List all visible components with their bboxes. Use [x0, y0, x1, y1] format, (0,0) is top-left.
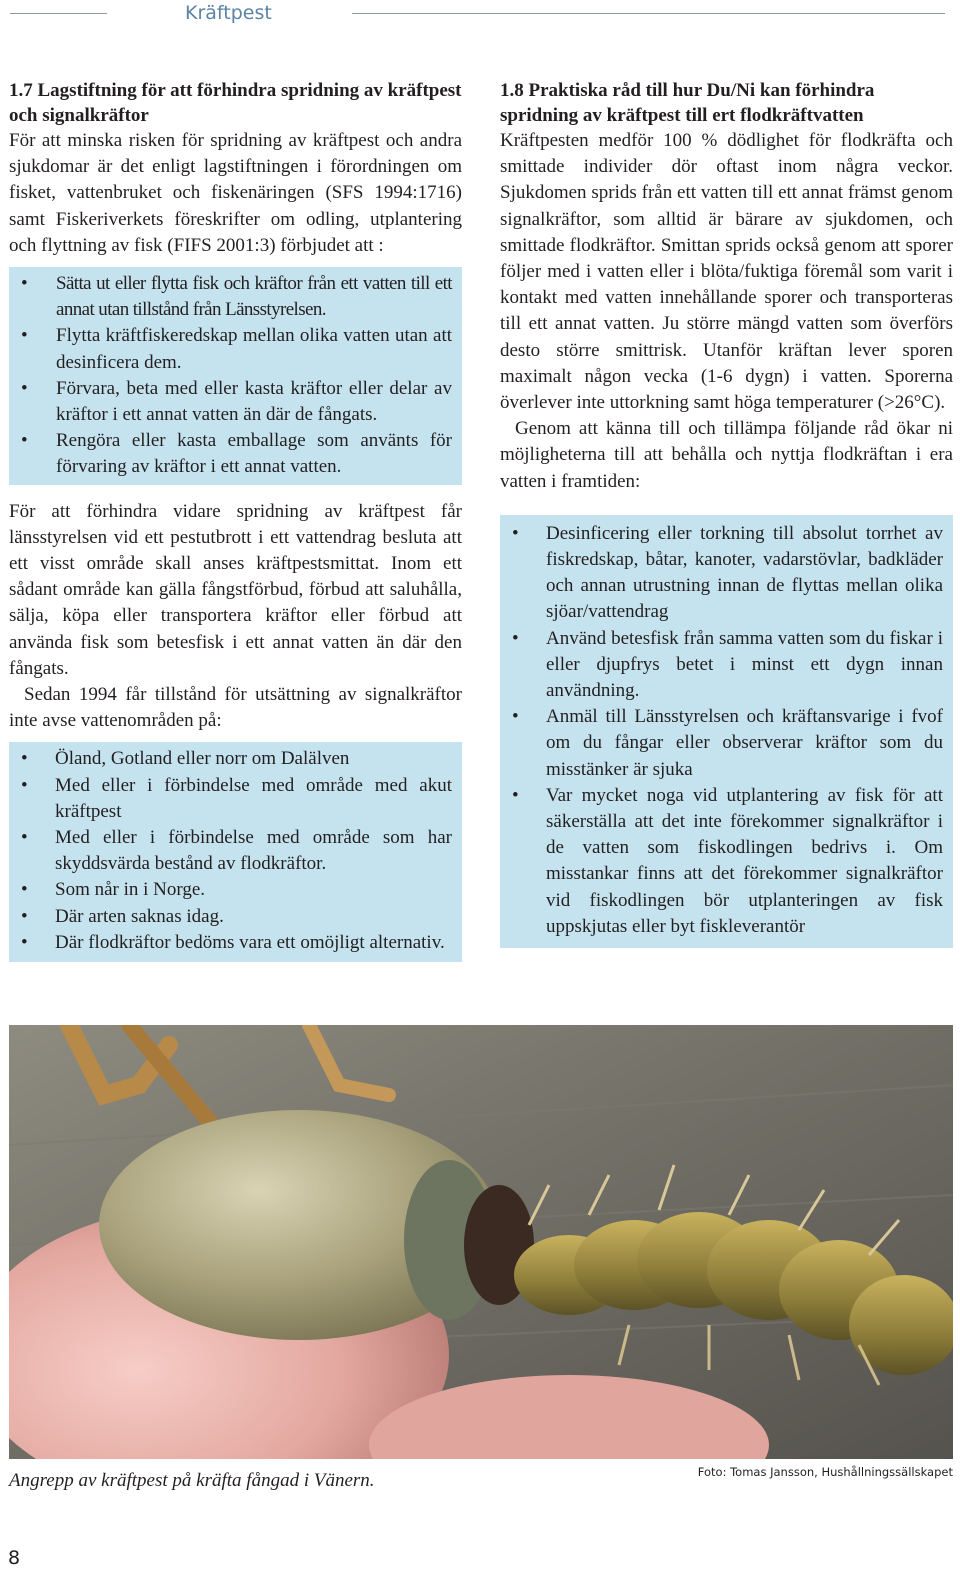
paragraph: För att förhindra vidare spridning av kräftpest får länsstyrelsen vid ett pestutbrott i ett vattendrag besluta att ett visst område skall anses kräftpestsmittat. Inom ett sådant område kan gälla fångstförbud, förbud att saluhålla, sälja, köpa eller transportera kräftor eller förbud att använda fisk som betesfisk i ett annat vatten än där den fångats. [9, 500, 462, 679]
bullet: • [21, 774, 28, 796]
list-item: • Med eller i förbindelse med område som har skyddsvärda bestånd av flodkräftor. [21, 827, 452, 875]
paragraph: Genom att känna till och tillämpa följande råd ökar ni möjligheterna till att behålla och nyttja flodkräftan i era vatten i framtiden: [500, 418, 953, 492]
paragraph: Kräftpesten medför 100 % dödlighet för flodkräfta och smittade individer dör oftast inom några veckor. Sjukdomen sprids från ett vatten till ett annat främst genom signalkräftor, som alltid är bärare av sjukdomen, och smittade flodkräftor. Smittan sprids också genom att sporer följer med i vatten eller i blöta/fuktiga föremål som varit i kontakt med vatten innehållande sporer och transporteras till ett annat vatten. Ju större mängd vatten som överförs desto större smittrisk. Utanför kräftan lever sporen maximalt någon vecka (1-6 dygn) i vatten. Sporerna överlever inte uttorkning samt höga temperaturer (>26°C). [500, 130, 953, 414]
bullet: • [21, 827, 28, 849]
prohibited-list [9, 267, 462, 485]
list-item: • Öland, Gotland eller norr om Dalälven [9, 746, 462, 772]
list-item: • Var mycket noga vid utplantering av fisk för att säkerställa att det inte förekommer signalkräftor i de vatten som fiskodlingen bedrivs i. Om misstankar finns att det förekommer signalkräftor vid fiskodlingen bör utplanteringen av fisk uppskjutas eller byt fiskleverantör [512, 784, 943, 937]
header-rule-left [10, 13, 107, 14]
bullet: • [512, 627, 519, 649]
photo-caption: Angrepp av kräftpest på kräfta fångad i Vänern. [9, 1470, 375, 1491]
list-item: • Där arten saknas idag. [9, 904, 462, 930]
photo-credit: Foto: Tomas Jansson, Hushållningssällskapet [697, 1465, 953, 1479]
areas-list [9, 742, 462, 962]
crayfish-photo [9, 1025, 953, 1459]
bullet: • [21, 748, 28, 770]
bullet: • [21, 325, 28, 347]
advice-list [500, 515, 953, 948]
list-item: • Med eller i förbindelse med område med akut kräftpest [21, 774, 452, 822]
left-column [9, 78, 462, 962]
bullet: • [512, 522, 519, 544]
list-item: • Rengöra eller kasta emballage som använts för förvaring av kräftor i ett annat vatten. [21, 430, 452, 478]
list-item: • Som når in i Norge. [9, 877, 462, 903]
list-item: • Desinficering eller torkning till absolut torrhet av fiskredskap, båtar, kanoter, vadarstövlar, badkläder och annan utrustning innan de flyttas mellan olika sjöar/vattendrag [512, 522, 943, 623]
bullet: • [21, 430, 28, 452]
list-item: • Använd betesfisk från samma vatten som du fiskar i eller djupfrys betet i minst ett dygn innan användning. [512, 627, 943, 702]
intro-paragraph: För att minska risken för spridning av kräftpest och andra sjukdomar är det enligt lagstiftningen i förordningen om fisket, vattenbruket och fiskenäringen (SFS 1994:1716) samt Fiskeriverkets föreskrifter om odling, utplantering och flyttning av fisk (FIFS 2001:3) förbjudet att : [9, 130, 462, 256]
crayfish-illustration [9, 1025, 953, 1459]
list-item: • Sätta ut eller flytta fisk och kräftor från ett vatten till ett annat utan tillstånd från Länsstyrelsen. [21, 273, 452, 321]
section-heading: 1.7 Lagstiftning för att förhindra spridning av kräftpest och signalkräftor [9, 80, 462, 126]
bullet: • [512, 784, 519, 806]
bullet: • [512, 706, 519, 728]
bullet: • [21, 273, 28, 295]
bullet: • [21, 931, 28, 953]
bullet: • [21, 377, 28, 399]
header-rule-right [352, 13, 945, 14]
list-item: • Där flodkräftor bedöms vara ett omöjligt alternativ. [9, 930, 462, 956]
list-item: • Flytta kräftfiskeredskap mellan olika vatten utan att desinficera dem. [21, 325, 452, 373]
running-header: Kräftpest [185, 2, 272, 24]
right-column [500, 78, 953, 948]
bullet: • [21, 905, 28, 927]
bullet: • [21, 879, 28, 901]
section-heading: 1.8 Praktiska råd till hur Du/Ni kan förhindra spridning av kräftpest till ert flodkräftvatten [500, 80, 875, 126]
paragraph: Sedan 1994 får tillstånd för utsättning av signalkräftor inte avse vattenområden på: [9, 684, 462, 732]
page-number: 8 [8, 1547, 21, 1569]
list-item: • Anmäl till Länsstyrelsen och kräftansvarige i fvof om du fångar eller observerar kräftor som du misstänker är sjuka [512, 706, 943, 780]
list-item: • Förvara, beta med eller kasta kräftor eller delar av kräftor i ett annat vatten än där de fångats. [21, 377, 452, 426]
